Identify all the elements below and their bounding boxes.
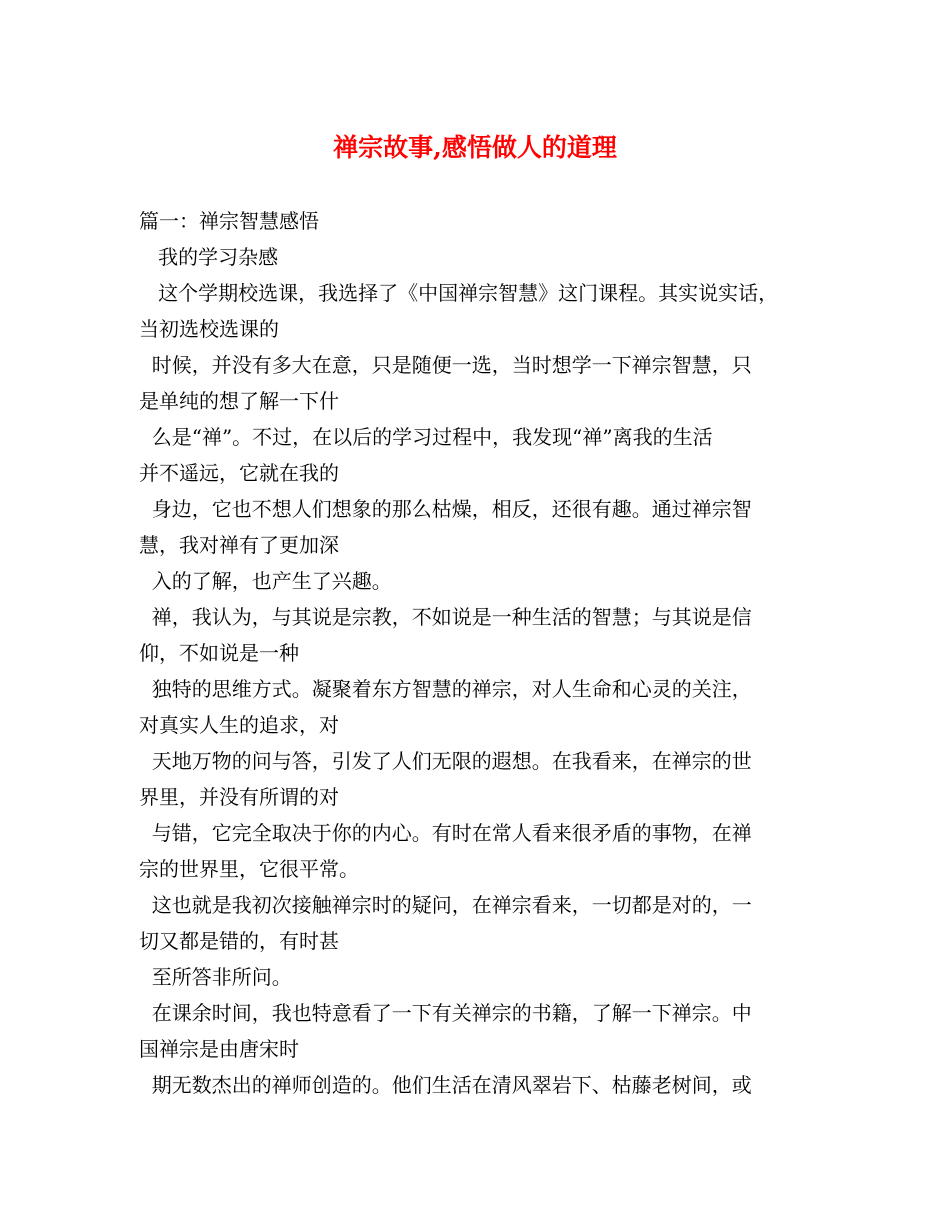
body-line: 在课余时间，我也特意看了一下有关禅宗的书籍，了解一下禅宗。中: [139, 1001, 752, 1025]
document-title: 禅宗故事,感悟做人的道理: [333, 133, 617, 162]
body-line: 时候，并没有多大在意，只是随便一选，当时想学一下禅宗智慧，只: [139, 353, 752, 377]
body-line: 入的了解，也产生了兴趣。: [139, 569, 392, 593]
body-line: 禅，我认为，与其说是宗教，不如说是一种生活的智慧；与其说是信: [139, 605, 752, 629]
body-line: 这个学期校选课，我选择了《中国禅宗智慧》这门课程。其实说实话，: [139, 281, 779, 305]
body-line: 篇一：禅宗智慧感悟: [139, 209, 319, 233]
body-line: 仰，不如说是一种: [139, 641, 299, 665]
body-line: 对真实人生的追求，对: [139, 713, 339, 737]
body-line: 独特的思维方式。凝聚着东方智慧的禅宗，对人生命和心灵的关注，: [139, 677, 752, 701]
body-line: 天地万物的问与答，引发了人们无限的遐想。在我看来，在禅宗的世: [139, 749, 752, 773]
body-line: 慧，我对禅有了更加深: [139, 533, 339, 557]
body-line: 身边，它也不想人们想象的那么枯燥，相反，还很有趣。通过禅宗智: [139, 497, 752, 521]
body-line: 界里，并没有所谓的对: [139, 785, 339, 809]
body-line: 与错，它完全取决于你的内心。有时在常人看来很矛盾的事物，在禅: [139, 821, 752, 845]
body-line: 国禅宗是由唐宋时: [139, 1037, 299, 1061]
body-line: 是单纯的想了解一下什: [139, 389, 339, 413]
body-line: 期无数杰出的禅师创造的。他们生活在清风翠岩下、枯藤老树间，或: [139, 1073, 752, 1097]
document-body: [139, 203, 839, 1103]
body-line: 我的学习杂感: [139, 245, 279, 269]
body-line: 当初选校选课的: [139, 317, 279, 341]
body-line: 切又都是错的，有时甚: [139, 929, 339, 953]
body-line: 至所答非所问。: [139, 965, 292, 989]
body-line: 么是“禅”。不过，在以后的学习过程中，我发现“禅”离我的生活: [139, 425, 713, 449]
body-line: 宗的世界里，它很平常。: [139, 857, 359, 881]
body-line: 这也就是我初次接触禅宗时的疑问，在禅宗看来，一切都是对的，一: [139, 893, 752, 917]
body-line: 并不遥远，它就在我的: [139, 461, 339, 485]
